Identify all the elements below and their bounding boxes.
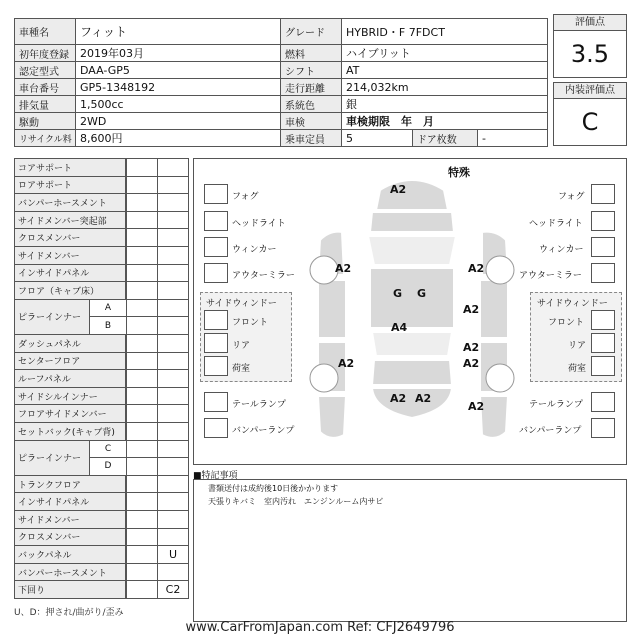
spec-value: 2019年03月 bbox=[75, 44, 281, 62]
fog-right-checkbox[interactable] bbox=[591, 184, 615, 204]
frame-cell-right[interactable] bbox=[157, 228, 189, 247]
damage-mark: A2 bbox=[468, 262, 485, 275]
score-value: 3.5 bbox=[570, 40, 610, 68]
frame-cell-left[interactable] bbox=[126, 193, 158, 212]
frame-cell-right[interactable] bbox=[157, 404, 189, 423]
frame-cell-right[interactable] bbox=[157, 334, 189, 353]
headlight-left-checkbox[interactable] bbox=[204, 211, 228, 231]
frame-row-label: ピラーインナー bbox=[14, 440, 90, 476]
frame-cell-right[interactable] bbox=[157, 264, 189, 283]
frame-cell-right[interactable] bbox=[157, 492, 189, 511]
check-label: フォグ bbox=[558, 192, 585, 202]
mirror-right-checkbox[interactable] bbox=[591, 263, 615, 283]
spec-label: シフト bbox=[280, 61, 342, 79]
notes-line-1: 書類送付は成約後10日後かかります bbox=[208, 484, 339, 493]
left-front-wheel bbox=[310, 256, 338, 284]
frame-row-label: トランクフロア bbox=[14, 475, 126, 494]
frame-cell-right[interactable] bbox=[157, 457, 189, 476]
frame-cell-left[interactable] bbox=[126, 440, 158, 459]
frame-cell-left[interactable] bbox=[126, 563, 158, 582]
windshield bbox=[368, 236, 456, 265]
frame-cell-left[interactable] bbox=[126, 352, 158, 371]
spec-label: 初年度登録 bbox=[14, 44, 76, 62]
doors-value: - bbox=[477, 129, 548, 147]
check-label: ヘッドライト bbox=[529, 219, 583, 229]
frame-cell-right[interactable] bbox=[157, 528, 189, 547]
frame-row-label: フロアサイドメンバー bbox=[14, 404, 126, 423]
frame-cell-right[interactable] bbox=[157, 369, 189, 388]
frame-cell-right[interactable] bbox=[157, 422, 189, 441]
frame-row-label: クロスメンバー bbox=[14, 528, 126, 547]
fog-left-checkbox[interactable] bbox=[204, 184, 228, 204]
interior-score-value: C bbox=[581, 108, 599, 136]
damage-mark: A2 bbox=[468, 400, 485, 413]
check-label: アウターミラー bbox=[232, 271, 295, 281]
check-label: フォグ bbox=[232, 192, 259, 202]
left-rear-wheel bbox=[310, 364, 338, 392]
frame-cell-right[interactable] bbox=[157, 475, 189, 494]
frame-row-sublabel: A bbox=[89, 299, 127, 318]
spec-value: AT bbox=[341, 61, 548, 79]
damage-mark: A2 bbox=[463, 341, 480, 354]
spec-value: 5 bbox=[341, 129, 413, 147]
spec-value: ハイブリット bbox=[341, 44, 548, 62]
frame-cell-left[interactable] bbox=[126, 528, 158, 547]
check-label: 荷室 bbox=[568, 364, 587, 374]
frame-row-label: サイドシルインナー bbox=[14, 387, 126, 406]
frame-cell-right[interactable] bbox=[157, 510, 189, 529]
damage-mark: A2 bbox=[415, 392, 432, 405]
spec-label: リサイクル料 bbox=[14, 129, 76, 147]
frame-cell-left[interactable] bbox=[126, 510, 158, 529]
frame-cell-left[interactable] bbox=[126, 369, 158, 388]
side-window-title: サイドウィンドー bbox=[537, 299, 608, 309]
notes-line-2: 天張りキバミ 室内汚れ エンジンルーム内サビ bbox=[208, 497, 384, 506]
side-window-rear-right-checkbox[interactable] bbox=[591, 333, 615, 353]
damage-mark: A2 bbox=[335, 262, 352, 275]
notes-box bbox=[193, 479, 627, 622]
frame-cell-right[interactable] bbox=[157, 299, 189, 318]
frame-cell-right[interactable]: C2 bbox=[157, 580, 189, 599]
frame-row-label: コアサポート bbox=[14, 158, 126, 177]
damage-mark: A2 bbox=[390, 392, 407, 405]
spec-value: 1,500cc bbox=[75, 95, 281, 113]
frame-cell-left[interactable] bbox=[126, 264, 158, 283]
spec-value: フィット bbox=[75, 18, 281, 45]
spec-label: 認定型式 bbox=[14, 61, 76, 79]
frame-row-label: バックパネル bbox=[14, 545, 126, 564]
frame-row-label: バンパーホースメント bbox=[14, 563, 126, 582]
spec-label: グレード bbox=[280, 18, 342, 45]
check-label: 荷室 bbox=[232, 364, 251, 374]
side-window-rear-left-checkbox[interactable] bbox=[204, 333, 228, 353]
spec-value: 車検期限 年 月 bbox=[341, 112, 548, 130]
side-window-front-left-checkbox[interactable] bbox=[204, 310, 228, 330]
spec-label: 排気量 bbox=[14, 95, 76, 113]
check-label: フロント bbox=[232, 318, 269, 328]
frame-cell-right[interactable] bbox=[157, 158, 189, 177]
spec-label: 乗車定員 bbox=[280, 129, 342, 147]
frame-row-label: ロアサポート bbox=[14, 176, 126, 195]
frame-cell-left[interactable] bbox=[126, 246, 158, 265]
frame-row-sublabel: D bbox=[89, 457, 127, 476]
check-label: リア bbox=[568, 341, 587, 351]
damage-mark: A2 bbox=[390, 183, 407, 196]
frame-row-label: セットバック(キャブ背) bbox=[14, 422, 126, 441]
side-window-cargo-left-checkbox[interactable] bbox=[204, 356, 228, 376]
tail-lamp-left-checkbox[interactable] bbox=[204, 392, 228, 412]
score-label: 評価点 bbox=[554, 15, 626, 31]
spec-label: 車種名 bbox=[14, 18, 76, 45]
spec-value: 8,600円 bbox=[75, 129, 281, 147]
spec-value: 214,032km bbox=[341, 78, 548, 96]
frame-row-label: フロア（キャブ床） bbox=[14, 281, 126, 300]
left-front-door bbox=[318, 280, 346, 338]
frame-cell-left[interactable] bbox=[126, 475, 158, 494]
damage-mark: G bbox=[393, 287, 403, 300]
footer-watermark: www.CarFromJapan.com Ref: CFJ2649796 bbox=[185, 620, 455, 635]
right-front-wheel bbox=[486, 256, 514, 284]
frame-cell-left[interactable] bbox=[126, 316, 158, 335]
interior-score-box bbox=[553, 82, 627, 146]
side-window-front-right-checkbox[interactable] bbox=[591, 310, 615, 330]
frame-cell-left[interactable] bbox=[126, 580, 158, 599]
car-outline bbox=[300, 170, 525, 460]
check-label: フロント bbox=[548, 318, 585, 328]
spec-label: 車検 bbox=[280, 112, 342, 130]
hood-panel bbox=[376, 180, 448, 210]
frame-cell-left[interactable] bbox=[126, 387, 158, 406]
winker-left-checkbox[interactable] bbox=[204, 237, 228, 257]
check-label: テールランプ bbox=[232, 400, 286, 410]
frame-row-label: ダッシュパネル bbox=[14, 334, 126, 353]
spec-value: GP5-1348192 bbox=[75, 78, 281, 96]
right-rear-fender bbox=[480, 396, 508, 438]
frame-row-label: クロスメンバー bbox=[14, 228, 126, 247]
frame-legend: U、D：押され/曲がり/歪み bbox=[14, 608, 124, 618]
score-box bbox=[553, 14, 627, 78]
check-label: バンパーランプ bbox=[232, 426, 295, 436]
frame-cell-left[interactable] bbox=[126, 281, 158, 300]
frame-cell-right[interactable] bbox=[157, 211, 189, 230]
frame-row-label: インサイドパネル bbox=[14, 492, 126, 511]
frame-row-sublabel: C bbox=[89, 440, 127, 459]
winker-right-checkbox[interactable] bbox=[591, 237, 615, 257]
frame-cell-left[interactable] bbox=[126, 228, 158, 247]
frame-row-label: インサイドパネル bbox=[14, 264, 126, 283]
frame-cell-left[interactable] bbox=[126, 334, 158, 353]
frame-cell-right[interactable] bbox=[157, 246, 189, 265]
spec-value: HYBRID・F 7FDCT bbox=[341, 18, 548, 45]
damage-mark: A4 bbox=[391, 321, 408, 334]
frame-cell-left[interactable] bbox=[126, 404, 158, 423]
side-window-cargo-right-checkbox[interactable] bbox=[591, 356, 615, 376]
frame-cell-left[interactable] bbox=[126, 545, 158, 564]
damage-mark: G bbox=[417, 287, 427, 300]
frame-row-label: ルーフパネル bbox=[14, 369, 126, 388]
check-label: アウターミラー bbox=[519, 271, 582, 281]
spec-label: 系統色 bbox=[280, 95, 342, 113]
headlight-right-checkbox[interactable] bbox=[591, 211, 615, 231]
frame-cell-right[interactable] bbox=[157, 440, 189, 459]
roof-panel bbox=[370, 268, 454, 328]
mirror-left-checkbox[interactable] bbox=[204, 263, 228, 283]
frame-row-label: ピラーインナー bbox=[14, 299, 90, 335]
frame-cell-left[interactable] bbox=[126, 299, 158, 318]
check-label: リア bbox=[232, 341, 251, 351]
frame-cell-left[interactable] bbox=[126, 457, 158, 476]
side-window-title: サイドウィンドー bbox=[206, 299, 277, 309]
frame-cell-right[interactable] bbox=[157, 193, 189, 212]
right-rear-wheel bbox=[486, 364, 514, 392]
rear-glass bbox=[372, 332, 452, 356]
frame-row-label: 下回り bbox=[14, 580, 126, 599]
check-label: ウィンカー bbox=[539, 245, 584, 255]
damage-mark: A2 bbox=[338, 357, 355, 370]
left-rear-fender bbox=[318, 396, 346, 438]
trunk-panel bbox=[372, 360, 452, 385]
interior-score-label: 内装評価点 bbox=[554, 83, 626, 99]
damage-mark: A2 bbox=[463, 303, 480, 316]
frame-cell-right[interactable] bbox=[157, 316, 189, 335]
tail-lamp-right-checkbox[interactable] bbox=[591, 392, 615, 412]
diagram-title: 特殊 bbox=[448, 166, 470, 179]
frame-cell-right[interactable]: U bbox=[157, 545, 189, 564]
spec-label: 走行距離 bbox=[280, 78, 342, 96]
spec-label: 燃料 bbox=[280, 44, 342, 62]
rear-bumper bbox=[372, 388, 452, 418]
frame-row-sublabel: B bbox=[89, 316, 127, 335]
frame-row-label: サイドメンバー bbox=[14, 246, 126, 265]
check-label: ヘッドライト bbox=[232, 219, 286, 229]
frame-cell-right[interactable] bbox=[157, 387, 189, 406]
frame-cell-left[interactable] bbox=[126, 176, 158, 195]
frame-cell-left[interactable] bbox=[126, 422, 158, 441]
bumper-lamp-left-checkbox[interactable] bbox=[204, 418, 228, 438]
check-label: ウィンカー bbox=[232, 245, 277, 255]
frame-row-label: バンパーホースメント bbox=[14, 193, 126, 212]
frame-cell-right[interactable] bbox=[157, 563, 189, 582]
spec-value: 銀 bbox=[341, 95, 548, 113]
frame-cell-left[interactable] bbox=[126, 211, 158, 230]
damage-mark: A2 bbox=[463, 357, 480, 370]
right-front-door bbox=[480, 280, 508, 338]
frame-row-label: サイドメンバー突起部 bbox=[14, 211, 126, 230]
spec-label: 車台番号 bbox=[14, 78, 76, 96]
check-label: バンパーランプ bbox=[519, 426, 582, 436]
frame-cell-right[interactable] bbox=[157, 281, 189, 300]
frame-cell-left[interactable] bbox=[126, 158, 158, 177]
frame-row-label: センターフロア bbox=[14, 352, 126, 371]
check-label: テールランプ bbox=[529, 400, 583, 410]
notes-title: ■特記事項 bbox=[193, 471, 238, 481]
bumper-lamp-right-checkbox[interactable] bbox=[591, 418, 615, 438]
spec-label: 駆動 bbox=[14, 112, 76, 130]
spec-value: DAA-GP5 bbox=[75, 61, 281, 79]
frame-row-label: サイドメンバー bbox=[14, 510, 126, 529]
frame-cell-right[interactable] bbox=[157, 176, 189, 195]
frame-cell-left[interactable] bbox=[126, 492, 158, 511]
doors-label: ドア枚数 bbox=[412, 129, 478, 147]
spec-value: 2WD bbox=[75, 112, 281, 130]
hood-panel-lower bbox=[370, 212, 454, 232]
frame-cell-right[interactable] bbox=[157, 352, 189, 371]
